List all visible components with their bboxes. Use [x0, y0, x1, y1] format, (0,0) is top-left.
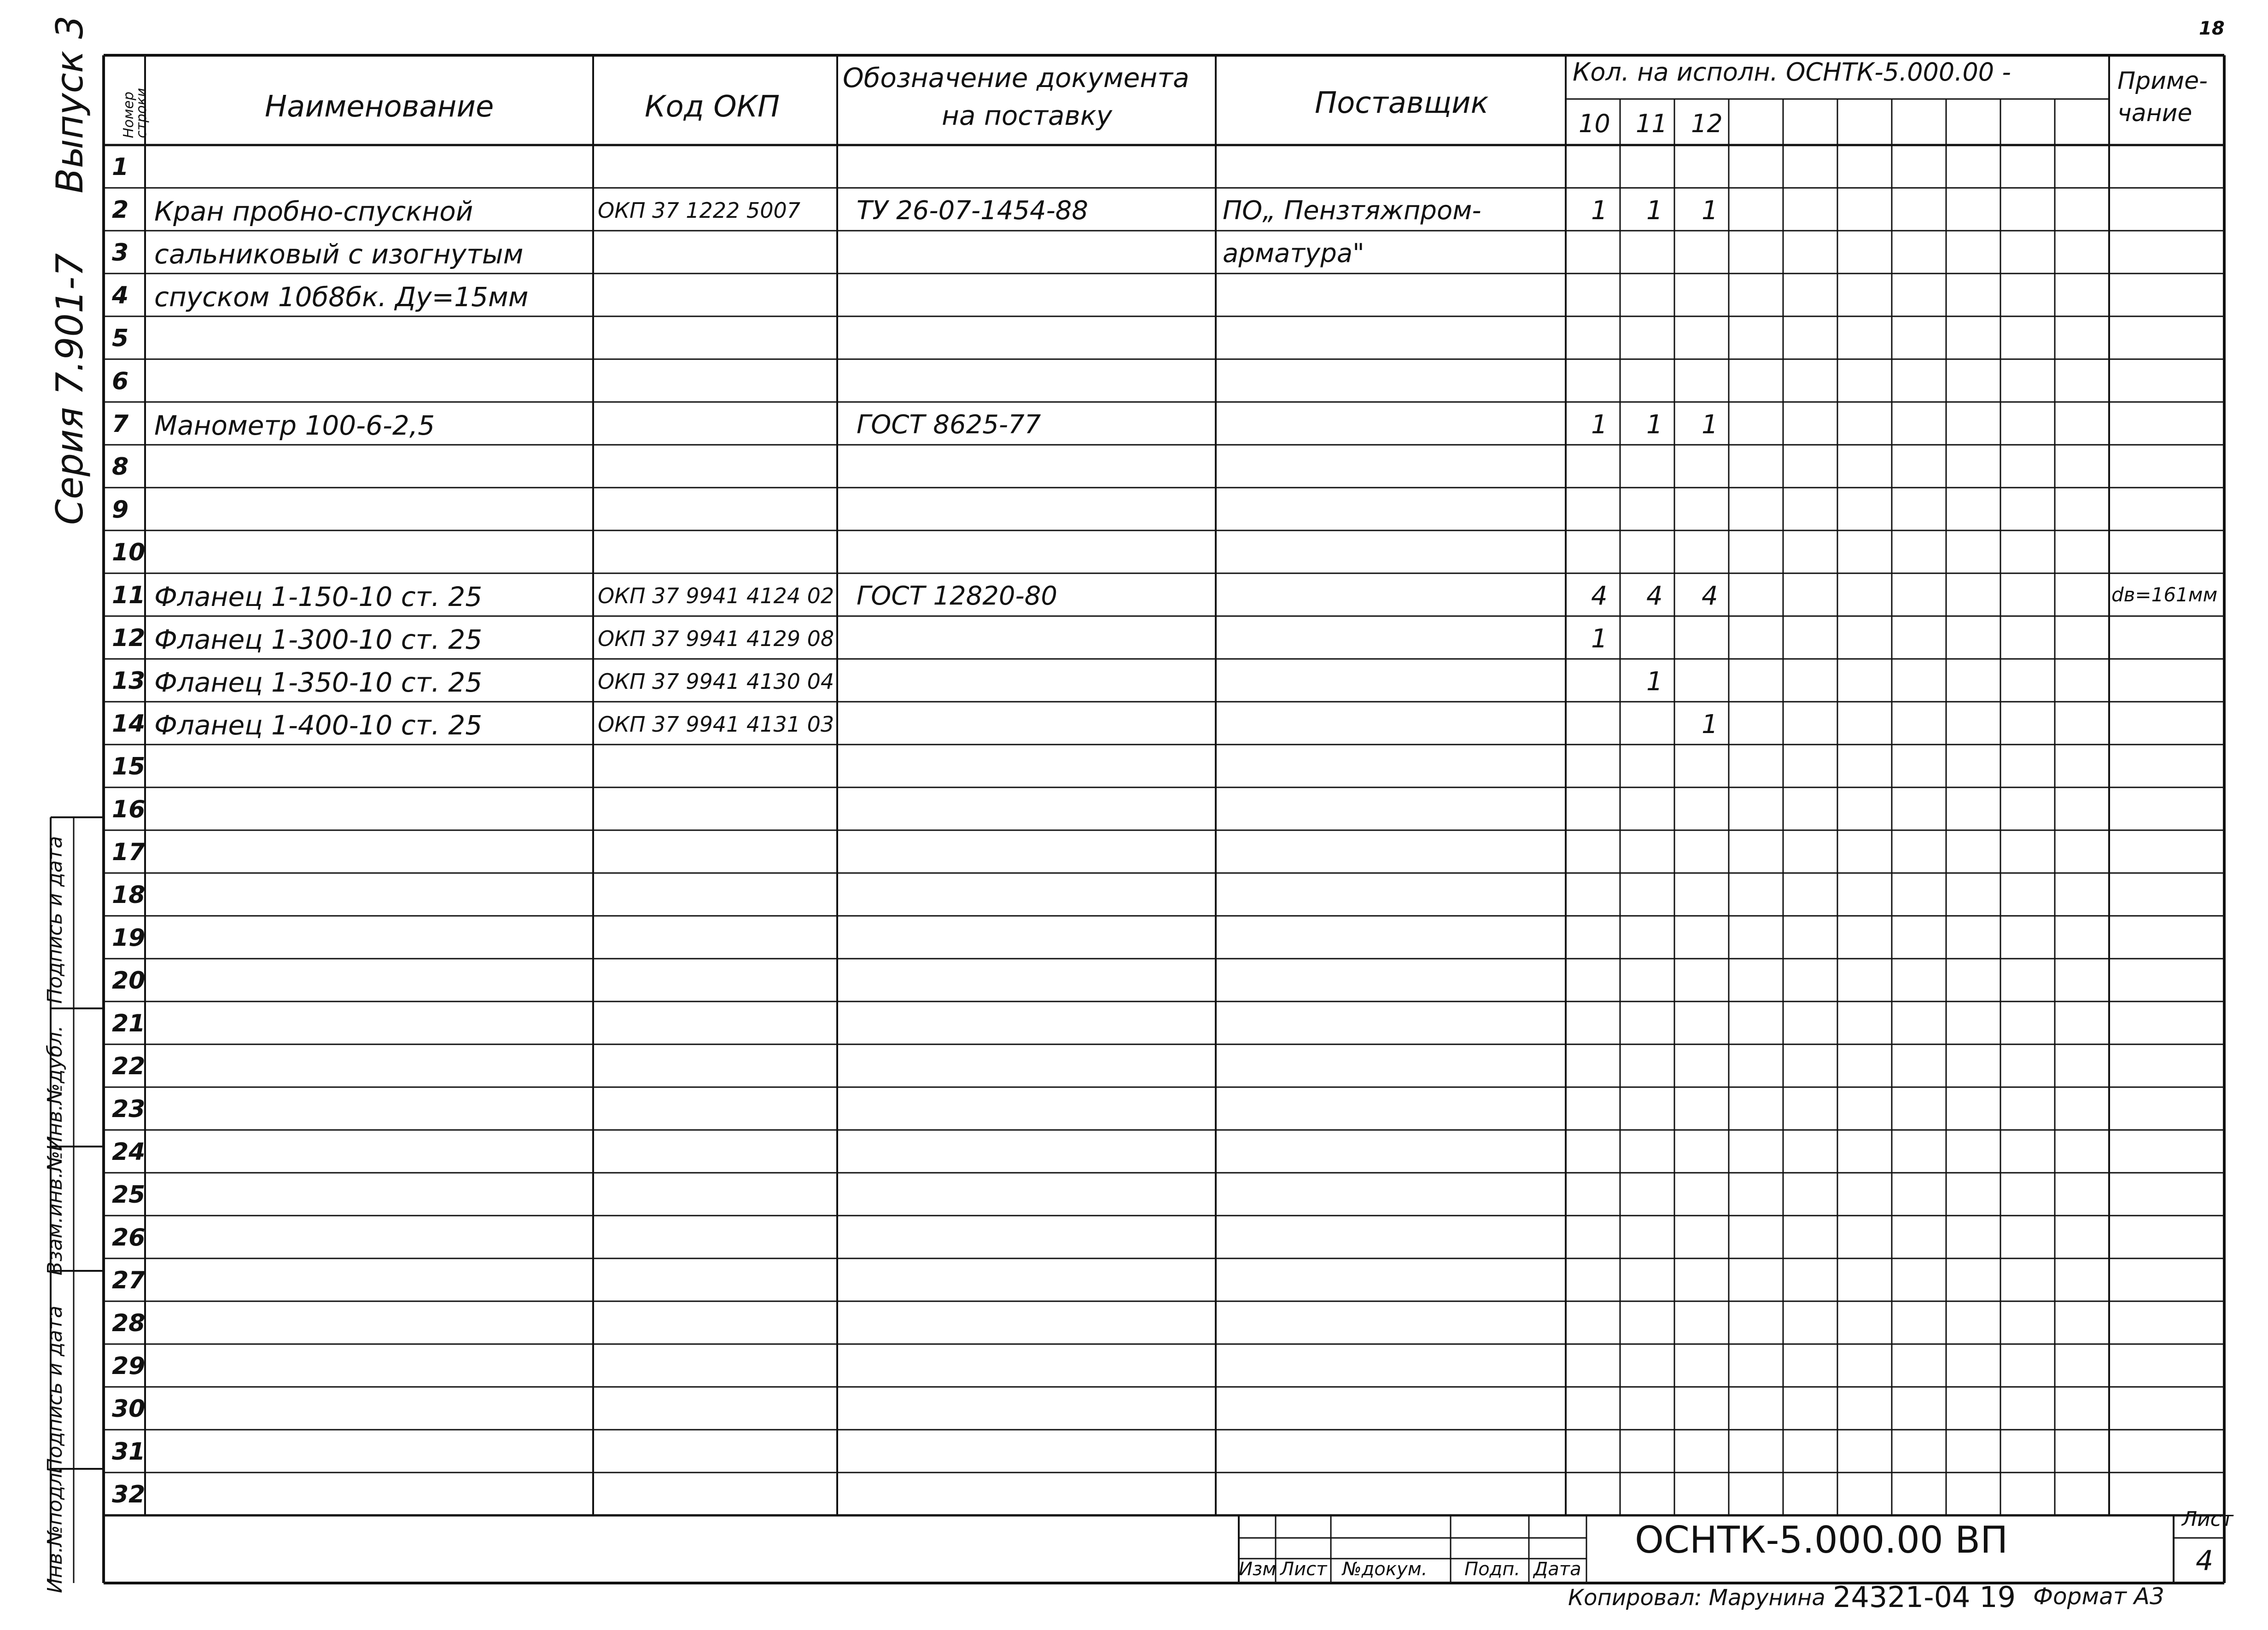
cell-okp-code: ОКП 37 9941 4124 02	[598, 583, 834, 608]
header-name: Наименование	[265, 90, 494, 124]
stamp-label-vzam-inv: Взам.инв.№	[43, 1151, 67, 1275]
row-number: 14	[112, 710, 146, 738]
row-number: 27	[112, 1267, 146, 1294]
row-number: 23	[112, 1095, 146, 1123]
header-okp-code: Код ОКП	[645, 90, 780, 124]
cell-name: Фланец 1-400-10 ст. 25	[154, 710, 483, 741]
cell-quantity-12: 4	[1702, 581, 1718, 611]
stamp-label-podpis-1: Подпись и дата	[43, 836, 67, 1004]
cell-quantity-10: 1	[1591, 624, 1608, 654]
row-number: 26	[112, 1224, 146, 1252]
cell-quantity-11: 4	[1646, 581, 1663, 611]
row-number: 17	[112, 838, 146, 866]
row-number: 19	[112, 924, 146, 952]
sheet-label: Лист	[2182, 1508, 2233, 1531]
row-number: 1	[112, 153, 129, 181]
stamp-izm: Изм	[1239, 1559, 1277, 1580]
row-number: 28	[112, 1310, 146, 1337]
document-designation: ОСНТК-5.000.00 ВП	[1635, 1519, 2008, 1561]
row-number: 21	[112, 1010, 146, 1037]
cell-okp-code: ОКП 37 9941 4129 08	[598, 626, 834, 651]
cell-quantity-11: 1	[1646, 410, 1663, 440]
cell-name: Манометр 100-6-2,5	[154, 410, 435, 441]
cell-name: Фланец 1-350-10 ст. 25	[154, 667, 483, 698]
row-number: 24	[112, 1138, 146, 1166]
row-number: 8	[112, 453, 129, 481]
cell-quantity-11: 1	[1646, 196, 1663, 226]
stamp-list: Лист	[1280, 1559, 1327, 1580]
cell-okp-code: ОКП 37 1222 5007	[598, 198, 800, 223]
format-label: Формат А3	[2033, 1583, 2164, 1610]
row-number: 30	[112, 1395, 146, 1423]
stamp-label-podpis-2: Подпись и дата	[43, 1305, 67, 1473]
row-number: 6	[112, 367, 129, 395]
cell-quantity-12: 1	[1702, 410, 1718, 440]
stamp-label-inv-dubl: Инв.№дубл.	[43, 1025, 67, 1151]
header-designation-1: Обозначение документа	[843, 62, 1189, 93]
row-number: 4	[112, 282, 129, 309]
row-number: 25	[112, 1181, 146, 1209]
cell-quantity-12: 1	[1702, 710, 1718, 739]
header-designation-2: на поставку	[942, 100, 1113, 131]
row-number: 2	[112, 196, 129, 224]
header-note-2: чание	[2117, 99, 2192, 127]
header-supplier: Поставщик	[1315, 86, 1489, 120]
row-number: 29	[112, 1352, 146, 1380]
row-number: 11	[112, 582, 146, 609]
cell-quantity-10: 4	[1591, 581, 1608, 611]
cell-quantity-12: 1	[1702, 196, 1718, 226]
cell-designation: ГОСТ 12820-80	[857, 581, 1057, 611]
row-number: 12	[112, 624, 146, 652]
row-number: 22	[112, 1053, 146, 1080]
row-number: 20	[112, 967, 146, 995]
cell-okp-code: ОКП 37 9941 4130 04	[598, 669, 834, 694]
page-number: 18	[2199, 18, 2225, 39]
header-row-number: Номер строки	[121, 88, 150, 138]
row-number: 13	[112, 667, 146, 695]
header-quantity-col-11: 11	[1636, 109, 1667, 138]
cell-name: сальниковый с изогнутым	[154, 239, 524, 270]
cell-quantity-10: 1	[1591, 410, 1608, 440]
cell-supplier: ПО„ Пензтяжпром-	[1223, 196, 1481, 226]
stamp-data: Дата	[1533, 1559, 1581, 1580]
vypusk-label: Выпуск 3	[48, 15, 91, 193]
sheet-number: 4	[2196, 1545, 2214, 1577]
stamp-podp: Подп.	[1464, 1559, 1521, 1580]
cell-okp-code: ОКП 37 9941 4131 03	[598, 712, 834, 737]
cell-name: спуском 10б8бк. Ду=15мм	[154, 281, 529, 313]
cell-name: Фланец 1-300-10 ст. 25	[154, 624, 483, 655]
cell-supplier: арматура"	[1223, 239, 1364, 268]
header-quantity-col-12: 12	[1691, 109, 1723, 138]
cell-note: dв=161мм	[2111, 583, 2218, 606]
row-number: 10	[112, 539, 146, 566]
stamp-label-inv-podl: Инв.№подл.	[43, 1466, 67, 1593]
row-number: 31	[112, 1438, 146, 1466]
row-number: 18	[112, 881, 146, 909]
header-note-1: Приме-	[2117, 67, 2208, 95]
row-number: 16	[112, 796, 146, 823]
row-number: 7	[112, 410, 129, 438]
header-quantity: Кол. на исполн. ОСНТК-5.000.00 -	[1573, 58, 2011, 87]
copied-by: Копировал: Марунина	[1568, 1585, 1825, 1611]
row-number: 9	[112, 496, 129, 524]
cell-quantity-11: 1	[1646, 667, 1663, 697]
row-number: 5	[112, 325, 129, 352]
cell-name: Кран пробно-спускной	[154, 196, 473, 227]
row-number: 32	[112, 1481, 146, 1508]
cell-quantity-10: 1	[1591, 196, 1608, 226]
row-number: 15	[112, 753, 146, 780]
cell-designation: ТУ 26-07-1454-88	[857, 196, 1089, 226]
header-quantity-col-10: 10	[1579, 109, 1610, 138]
stamp-dokum: №докум.	[1342, 1559, 1428, 1580]
drawing-code: 24321-04 19	[1833, 1580, 2016, 1614]
cell-designation: ГОСТ 8625-77	[857, 410, 1041, 440]
seriya-label: Серия 7.901-7	[48, 253, 91, 525]
row-number: 3	[112, 239, 129, 267]
cell-name: Фланец 1-150-10 ст. 25	[154, 581, 483, 612]
